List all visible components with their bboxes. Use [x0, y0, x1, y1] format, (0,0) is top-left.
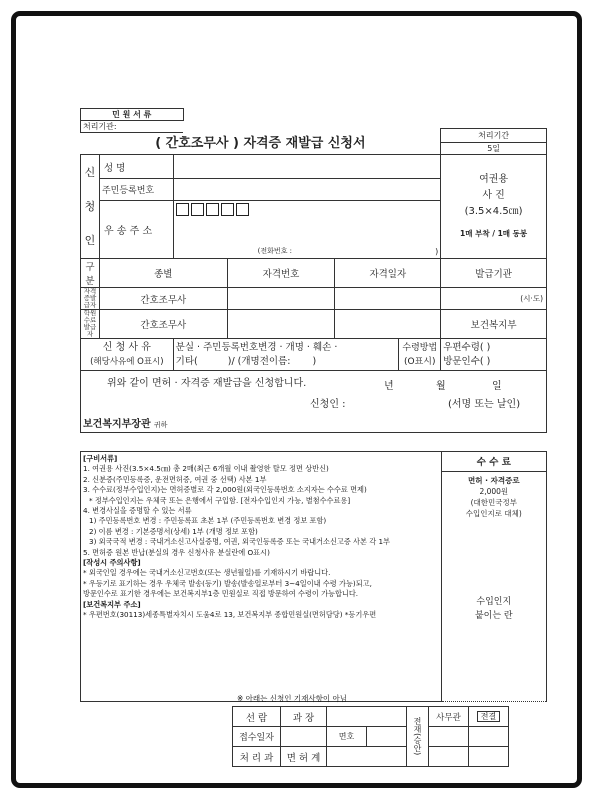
mail-header: [보건복지부 주소] — [83, 599, 141, 609]
approval-title: 민 원 서 류 — [81, 109, 184, 121]
stamp-label: 수입인지 — [476, 597, 512, 607]
form-title: ( 간호조무사 ) 자격증 재발급 신청서 — [81, 129, 441, 155]
date-month: 월 — [436, 381, 446, 392]
address-label: 우 송 주 소 — [99, 201, 173, 259]
applicant-sign-label: 신청인 : — [310, 399, 346, 410]
recipient-suffix: 귀하 — [153, 421, 168, 429]
row-issuer: (시·도) — [441, 288, 547, 310]
postal-code-boxes[interactable] — [176, 203, 441, 216]
caution-header: [작성시 주의사항] — [83, 558, 141, 568]
photo-area: 여권용 사 진 (3.5×4.5㎝) 1매 부착 / 1매 동봉 — [441, 155, 547, 259]
doc-item: * 정부수입인지는 우체국 또는 은행에서 구입함. [전자수입인지 가능, 별첨수수료용] — [89, 495, 351, 505]
postal-box[interactable] — [176, 203, 189, 216]
row-label: 자격증발급자 — [81, 288, 100, 310]
office-use-table — [232, 706, 509, 767]
office-license-no: 면호 — [327, 727, 367, 747]
doc-item: 3) 외국국적 변경 : 국내거소신고사실증명, 여권, 외국인등록증 또는 국내거소신고증 사본 각 1부 — [89, 537, 390, 547]
reason-label-cell: 신 청 사 유 (해당사유에 O표시) — [81, 339, 174, 371]
doc-item: 3. 수수료(정부수입인지)는 면허증별로 각 2,000원(외국인등록번호 소지자는 수수료 면제) — [83, 485, 367, 495]
col-issuer: 발급기관 — [441, 259, 547, 288]
doc-item: 1. 여권용 사진(3.5×4.5㎝) 총 2매(최근 6개월 이내 촬영한 탈모 정면 상반신) — [83, 464, 329, 474]
recipient: 보건복지부장관 — [83, 419, 151, 430]
name-field[interactable] — [173, 155, 441, 179]
receive-options[interactable]: 우편수령( ) 방문인수( ) — [441, 339, 547, 371]
postal-box[interactable] — [191, 203, 204, 216]
address-field[interactable] — [173, 201, 441, 259]
application-form — [80, 128, 547, 433]
office-director: 선 람 — [233, 707, 281, 727]
caution-item: 방문인수로 표기한 경우에는 보건복지부1층 민원실로 직접 방문하여 수령이 가능합니다. — [83, 589, 359, 599]
doc-item: 1) 주민등록번호 변경 : 주민등록표 초본 1부 (주민등록번호 변경 정보 포함) — [89, 516, 327, 526]
phone-close: ) — [435, 247, 439, 256]
date-day: 일 — [492, 381, 502, 392]
office-note: ※ 아래는 신청인 기재사항이 아님 — [237, 694, 348, 703]
mail-address: * 우편번호(30113)세종특별자치시 도움4로 13, 보건복지부 종합민원실(면허담당) *등기우편 — [83, 610, 377, 620]
stamp-label: 붙이는 란 — [474, 611, 513, 621]
statement-cell — [81, 371, 547, 433]
fee-title: 수 수 료 — [476, 457, 511, 468]
caution-item: * 외국인일 경우에는 국내거소신고번호(또는 생년월일)를 기재하시기 바랍니다. — [83, 568, 331, 578]
postal-box[interactable] — [236, 203, 249, 216]
license-date-field[interactable] — [335, 288, 441, 310]
caution-item: * 우등기로 표기하는 경우 우체국 발송(등기) 발송(발송일로부터 3~4일이내 수령 가능)되고, — [83, 578, 372, 588]
applicant-section-label: 신 청 인 — [81, 155, 100, 259]
office-approval-vertical: 전재(승안) — [407, 707, 429, 767]
office-receipt-date: 접수일자 — [233, 727, 281, 747]
phone-label: (전화번호 : — [257, 247, 293, 255]
license-no-field[interactable] — [227, 288, 335, 310]
receive-label-cell: 수령방법 (O표시) — [399, 339, 441, 371]
reason-options[interactable]: 분실 · 주민등록번호변경 · 개명 · 훼손 · 기타( )/ (개명전이름: ) — [173, 339, 399, 371]
postal-box[interactable] — [221, 203, 234, 216]
doc-item: 5. 면허증 원본 반납(분실의 경우 신청사유 분실란에 O표시) — [83, 547, 270, 557]
doc-item: 2) 이름 변경 : 기본증명서(상세) 1부 (개명 정보 포함) — [89, 526, 258, 536]
row-type: 간호조무사 — [99, 310, 227, 339]
col-category: 구분 — [81, 259, 100, 288]
office-section-chief: 과 장 — [281, 707, 327, 727]
docs-header: [구비서류] — [83, 454, 118, 463]
office-license-dept: 면 허 계 — [281, 747, 327, 767]
processing-org-label: 처리기관: — [81, 121, 184, 133]
col-license-no: 자격번호 — [227, 259, 335, 288]
sign-note: (서명 또는 날인) — [448, 399, 521, 410]
doc-item: 4. 변경사실을 증명할 수 있는 서류 — [83, 506, 192, 516]
row-issuer: 보건복지부 — [441, 310, 547, 339]
fee-box: 수 수 료 면허 · 자격증로 2,000원 (대한민국정부 수입인지로 대체) 수입인지 붙이는 란 — [441, 452, 546, 702]
date-year: 년 — [384, 381, 394, 392]
doc-item: 2. 신분증(주민등록증, 운전면허증, 여권 중 선택) 사본 1부 — [83, 474, 267, 484]
notes-cell — [81, 452, 442, 702]
resident-no-field[interactable] — [173, 179, 441, 201]
license-date-field[interactable] — [335, 310, 441, 339]
statement: 위와 같이 면허 · 자격증 재발급을 신청합니다. — [107, 378, 307, 389]
row-type: 간호조무사 — [99, 288, 227, 310]
col-type: 종별 — [99, 259, 227, 288]
office-processing-dept: 처 리 과 — [233, 747, 281, 767]
name-label: 성 명 — [99, 155, 173, 179]
office-final: 전결 — [469, 707, 509, 727]
office-clerk: 사무관 — [429, 707, 469, 727]
license-no-field[interactable] — [227, 310, 335, 339]
processing-period-value: 5일 — [441, 143, 547, 155]
row-label: 학원수료발급자 — [81, 310, 100, 339]
col-license-date: 자격일자 — [335, 259, 441, 288]
notes-section — [80, 451, 547, 702]
resident-no-label: 주민등록번호 — [99, 179, 173, 201]
processing-period-label: 처리기간 — [441, 129, 547, 143]
postal-box[interactable] — [206, 203, 219, 216]
